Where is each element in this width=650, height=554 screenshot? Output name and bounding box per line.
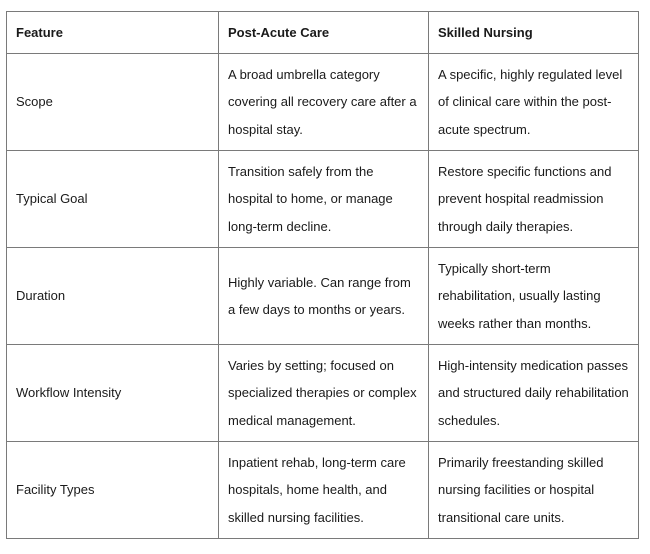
- table-row: [7, 248, 639, 345]
- row-label-cell: Facility Types: [7, 442, 219, 539]
- table-header-row: [7, 12, 639, 54]
- skilled-nursing-cell: High-intensity medication passes and structured daily rehabilitation schedules.: [429, 345, 639, 442]
- skilled-nursing-cell: A specific, highly regulated level of clinical care within the post-acute spectrum.: [429, 54, 639, 151]
- table-row: [7, 345, 639, 442]
- header-feature: Feature: [7, 12, 219, 54]
- row-label-cell: Duration: [7, 248, 219, 345]
- skilled-nursing-cell: Restore specific functions and prevent hospital readmission through daily therapies.: [429, 151, 639, 248]
- post-acute-cell: Highly variable. Can range from a few days to months or years.: [219, 248, 429, 345]
- post-acute-cell: Inpatient rehab, long-term care hospitals, home health, and skilled nursing facilities.: [219, 442, 429, 539]
- row-label-cell: Scope: [7, 54, 219, 151]
- row-label-cell: Workflow Intensity: [7, 345, 219, 442]
- post-acute-cell: A broad umbrella category covering all recovery care after a hospital stay.: [219, 54, 429, 151]
- post-acute-cell: Varies by setting; focused on specialized therapies or complex medical management.: [219, 345, 429, 442]
- comparison-table-container: [6, 11, 638, 539]
- skilled-nursing-cell: Primarily freestanding skilled nursing facilities or hospital transitional care units.: [429, 442, 639, 539]
- header-skilled-nursing: Skilled Nursing: [429, 12, 639, 54]
- table-row: [7, 54, 639, 151]
- skilled-nursing-cell: Typically short-term rehabilitation, usually lasting weeks rather than months.: [429, 248, 639, 345]
- table-row: [7, 442, 639, 539]
- header-post-acute-care: Post-Acute Care: [219, 12, 429, 54]
- table-row: [7, 151, 639, 248]
- row-label-cell: Typical Goal: [7, 151, 219, 248]
- post-acute-cell: Transition safely from the hospital to home, or manage long-term decline.: [219, 151, 429, 248]
- comparison-table: [6, 11, 639, 539]
